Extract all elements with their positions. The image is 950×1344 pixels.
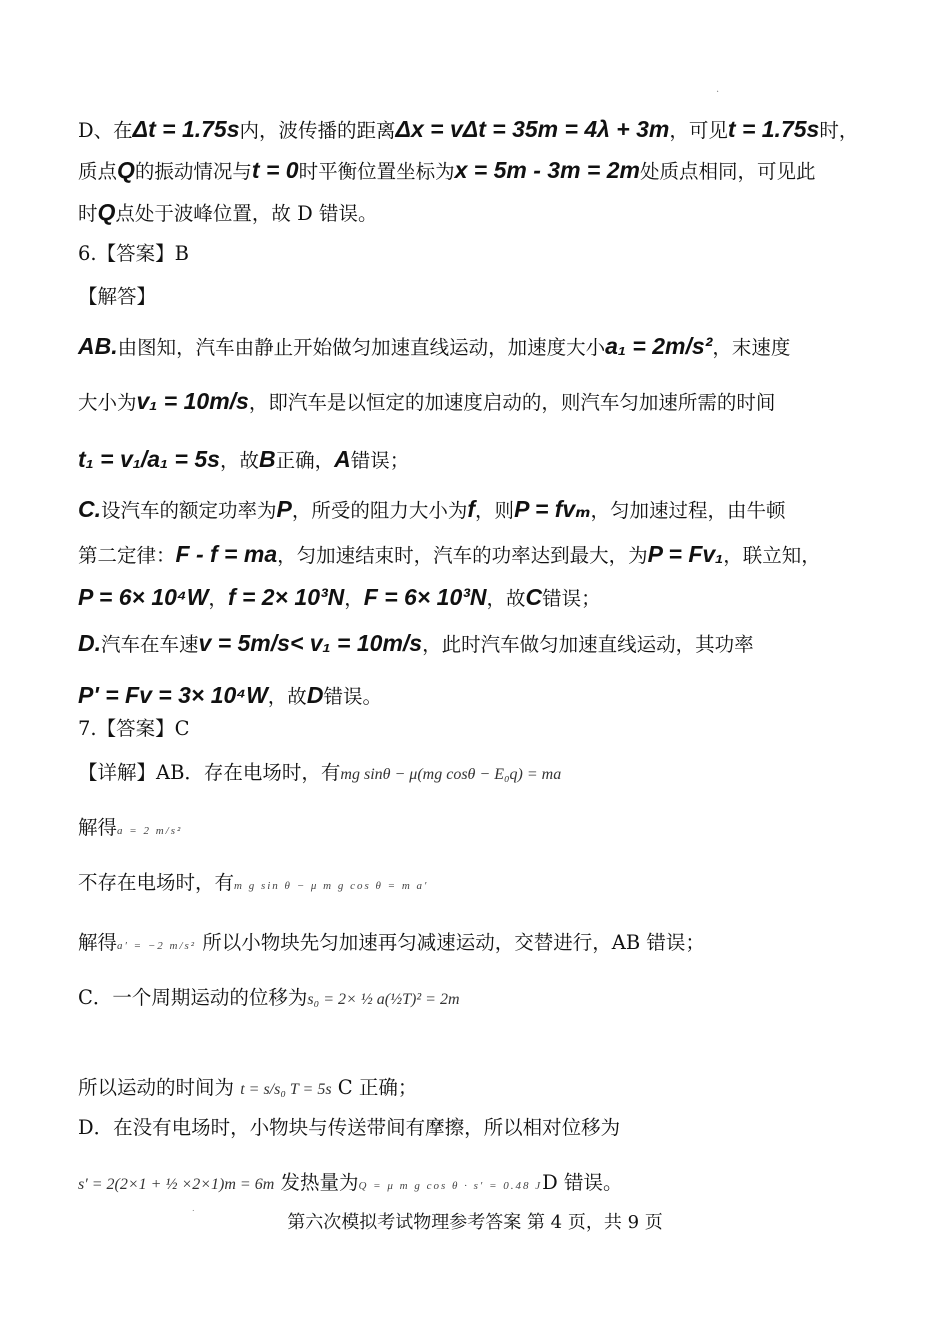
text-run: 错误。 [323, 685, 382, 708]
text-run: 解得 [78, 931, 118, 954]
formula: P = 6× 10⁴W [78, 584, 209, 610]
footer-text: 第六次模拟考试物理参考答案 第 4 页，共 9 页 [287, 1212, 663, 1233]
top-dot: . [716, 84, 720, 95]
text-run: ，联立知， [723, 544, 821, 567]
text-line [78, 1115, 620, 1141]
formula: C. [78, 496, 101, 522]
text-run: 正确， [275, 449, 335, 472]
formula: v = 5m/s< v₁ = 10m/s [198, 630, 423, 656]
text-run: C 正确； [331, 1076, 418, 1099]
footer-dot: . [192, 1204, 195, 1213]
text-line [78, 333, 790, 361]
text-run: 所以小物块先匀加速再匀减速运动，交替进行，AB 错误； [196, 931, 705, 954]
text-run: ，则 [475, 499, 515, 522]
formula: f = 2× 10³N [227, 584, 345, 610]
text-run: 的振动情况与 [134, 160, 252, 183]
formula: P [276, 496, 292, 522]
formula: a₁ = 2m/s² [605, 333, 713, 359]
formula: D. [78, 630, 101, 656]
formula-small: mg sinθ − μ(mg cosθ − E₀q) = ma [340, 766, 562, 783]
formula: Δx = vΔt = 35m = 4λ + 3m [395, 116, 670, 142]
formula: Q [97, 199, 116, 225]
text-run: 由图知，汽车由静止开始做匀加速直线运动，加速度大小 [117, 336, 606, 359]
text-run: D、在 [78, 119, 133, 142]
text-run: 错误； [542, 587, 601, 610]
text-run: ，所受的阻力大小为 [291, 499, 468, 522]
formula-small: s′ = 2(2×1 + ½ ×2×1)m = 6m [78, 1176, 275, 1193]
text-run: ， [208, 587, 228, 610]
formula: F = 6× 10³N [363, 584, 487, 610]
text-run: 大小为 [78, 391, 137, 414]
page-footer [0, 1204, 950, 1234]
text-line [78, 1170, 622, 1199]
text-run: ，匀加速结束时，汽车的功率达到最大，为 [277, 544, 648, 567]
text-line [78, 284, 156, 310]
formula: P' = Fv = 3× 10⁴W [78, 682, 268, 708]
formula: f [467, 496, 476, 522]
text-run: 7.【答案】C [78, 717, 190, 740]
text-line [78, 682, 382, 710]
formula: t₁ = v₁/a₁ = 5s [78, 446, 220, 472]
text-run: 发热量为 [274, 1171, 359, 1194]
text-run: ，故 [486, 587, 526, 610]
formula: D [306, 682, 324, 708]
text-run: ，末速度 [712, 336, 791, 359]
text-line [78, 716, 190, 742]
text-run: ，可见 [669, 119, 728, 142]
formula-small: s₀ = 2× ½ a(½T)² = 2m [307, 991, 460, 1008]
formula: x = 5m - 3m = 2m [454, 157, 640, 183]
text-line [78, 199, 377, 227]
formula: F - f = ma [175, 541, 278, 567]
text-run: 内，波传播的距离 [239, 119, 396, 142]
text-run: C．一个周期运动的位移为 [78, 986, 308, 1009]
text-run: 汽车在车速 [101, 633, 199, 656]
text-run: 第二定律： [78, 544, 176, 567]
text-run: 错误； [350, 449, 410, 472]
formula-tiny: Q = μ m g cos θ · s′ = 0.48 J [358, 1180, 543, 1192]
text-run: ，此时汽车做匀加速直线运动，其功率 [422, 633, 754, 656]
text-line [78, 541, 821, 569]
text-line [78, 815, 182, 844]
text-line [78, 930, 705, 959]
text-run: 【详解】AB．存在电场时，有 [78, 761, 341, 784]
text-run: 设汽车的额定功率为 [101, 499, 277, 522]
text-run: ，即汽车是以恒定的加速度启动的，则汽车匀加速所需的时间 [248, 391, 776, 414]
text-line [78, 985, 460, 1013]
text-run: 质点 [78, 160, 118, 183]
text-line [78, 1075, 417, 1103]
text-run: 处质点相同，可见此 [640, 160, 816, 183]
text-run: 时平衡位置坐标为 [298, 160, 455, 183]
formula: B [258, 446, 276, 472]
text-line [78, 388, 775, 416]
formula: P = Fv₁ [647, 541, 724, 567]
text-run: ， [344, 587, 364, 610]
formula-tiny: a = 2 m/s² [117, 825, 183, 837]
formula: t = 0 [251, 157, 299, 183]
text-run: ，故 [267, 685, 307, 708]
text-run: 【解答】 [78, 285, 157, 308]
text-run: D．在没有电场时，小物块与传送带间有摩擦，所以相对位移为 [78, 1116, 621, 1139]
formula: Q [117, 157, 135, 183]
text-run: D 错误。 [542, 1171, 623, 1194]
text-line [78, 870, 428, 899]
text-line [78, 584, 601, 612]
formula-tiny: m g sin θ − μ m g cos θ = m a′ [234, 880, 429, 892]
text-run: 解得 [78, 816, 118, 839]
text-run: 所以运动的时间为 [78, 1076, 241, 1099]
text-run: 点处于波峰位置，故 D 错误。 [115, 202, 378, 225]
text-line [78, 446, 409, 474]
formula: AB. [78, 333, 118, 359]
text-line [78, 241, 189, 267]
text-line [78, 116, 858, 144]
text-run: ，故 [219, 449, 259, 472]
text-line [78, 760, 561, 788]
text-run: 6.【答案】B [78, 242, 189, 265]
formula: P = fvₘ [514, 496, 591, 522]
formula-tiny: a′ = −2 m/s² [117, 940, 197, 952]
text-line [78, 157, 816, 185]
text-run: 时， [819, 119, 859, 142]
formula: C [525, 584, 543, 610]
formula: Δt = 1.75s [132, 116, 240, 142]
text-line [78, 496, 786, 524]
formula: A [334, 446, 351, 472]
text-line [78, 630, 754, 658]
text-run: 时 [78, 202, 98, 225]
text-run: 不存在电场时，有 [78, 871, 235, 894]
formula: t = 1.75s [727, 116, 820, 142]
formula: v₁ = 10m/s [136, 388, 249, 414]
text-run: ，匀加速过程，由牛顿 [590, 499, 786, 522]
formula-small: t = s/s₀ T = 5s [240, 1081, 332, 1098]
